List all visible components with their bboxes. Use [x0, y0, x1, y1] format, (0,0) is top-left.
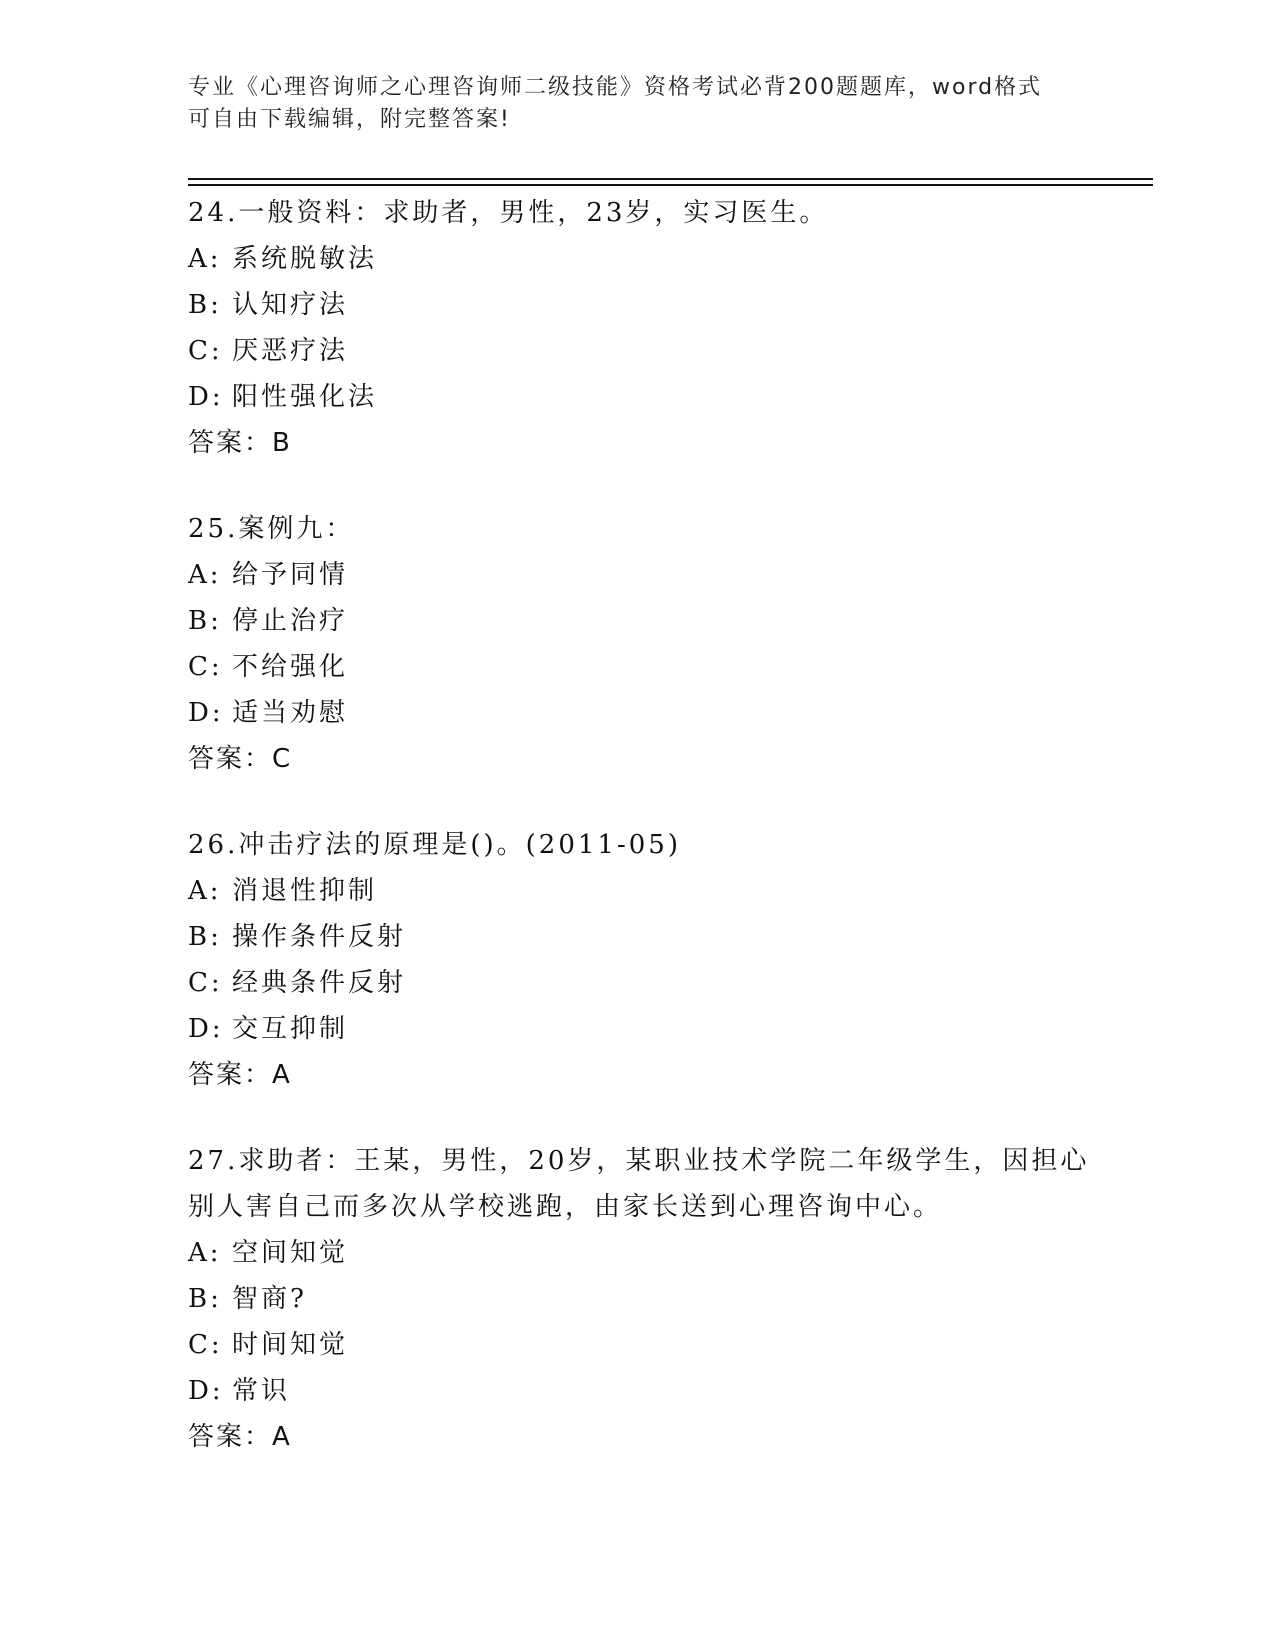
option-d [188, 374, 1148, 420]
option-c [188, 960, 1148, 1006]
header-divider-bottom [188, 184, 1153, 186]
option-a [188, 868, 1148, 914]
option-d [188, 1006, 1148, 1052]
option-text: 时间知觉 [232, 1330, 349, 1360]
option-d [188, 690, 1148, 736]
answer-line: 答案：A [188, 1060, 292, 1090]
option-text: 操作条件反射 [232, 922, 407, 952]
header-divider-top [188, 178, 1153, 180]
question-stem-continued: 别人害自己而多次从学校逃跑，由家长送到心理咨询中心。 [188, 1192, 943, 1222]
header-line-1: 专业《心理咨询师之心理咨询师二级技能》资格考试必背200题题库，word格式 [188, 75, 1043, 100]
option-d [188, 1368, 1148, 1414]
question-24 [188, 190, 1148, 466]
option-letter: C: [188, 336, 223, 366]
option-text: 适当劝慰 [232, 698, 349, 728]
question-27 [188, 1138, 1148, 1460]
question-stem: 24.一般资料：求助者，男性，23岁，实习医生。 [188, 198, 829, 228]
option-text: 不给强化 [232, 652, 349, 682]
option-text: 阳性强化法 [232, 382, 378, 412]
question-25 [188, 506, 1148, 782]
question-stem: 26.冲击疗法的原理是()。(2011-05) [188, 830, 681, 860]
question-list [188, 190, 1148, 1500]
option-c [188, 328, 1148, 374]
option-letter: B: [188, 290, 222, 320]
option-text: 给予同情 [232, 560, 349, 590]
question-26 [188, 822, 1148, 1098]
option-text: 系统脱敏法 [232, 244, 378, 274]
option-letter: A: [188, 244, 222, 274]
option-letter: A: [188, 1238, 222, 1268]
option-letter: C: [188, 1330, 223, 1360]
option-letter: A: [188, 560, 222, 590]
option-a [188, 1230, 1148, 1276]
option-letter: B: [188, 606, 222, 636]
header-line-2: 可自由下载编辑，附完整答案! [188, 107, 511, 132]
option-text: 常识 [232, 1376, 291, 1406]
question-stem: 27.求助者：王某，男性，20岁，某职业技术学院二年级学生，因担心 [188, 1146, 1090, 1176]
option-letter: A: [188, 876, 222, 906]
option-text: 认知疗法 [232, 290, 349, 320]
document-header [188, 72, 1088, 136]
option-text: 空间知觉 [232, 1238, 349, 1268]
option-letter: B: [188, 922, 222, 952]
option-text: 交互抑制 [232, 1014, 349, 1044]
option-letter: C: [188, 968, 223, 998]
option-letter: D: [188, 1014, 224, 1044]
option-b [188, 1276, 1148, 1322]
option-a [188, 552, 1148, 598]
option-b [188, 282, 1148, 328]
option-letter: B: [188, 1284, 222, 1314]
option-b [188, 914, 1148, 960]
option-text: 经典条件反射 [232, 968, 407, 998]
option-c [188, 1322, 1148, 1368]
option-c [188, 644, 1148, 690]
option-letter: D: [188, 698, 224, 728]
option-text: 智商? [232, 1284, 307, 1314]
answer-line: 答案：C [188, 744, 293, 774]
option-letter: D: [188, 1376, 224, 1406]
option-b [188, 598, 1148, 644]
answer-line: 答案：A [188, 1422, 292, 1452]
option-text: 停止治疗 [232, 606, 349, 636]
question-stem: 25.案例九： [188, 514, 355, 544]
option-text: 厌恶疗法 [232, 336, 349, 366]
answer-line: 答案：B [188, 428, 292, 458]
option-text: 消退性抑制 [232, 876, 378, 906]
option-letter: D: [188, 382, 224, 412]
option-a [188, 236, 1148, 282]
option-letter: C: [188, 652, 223, 682]
